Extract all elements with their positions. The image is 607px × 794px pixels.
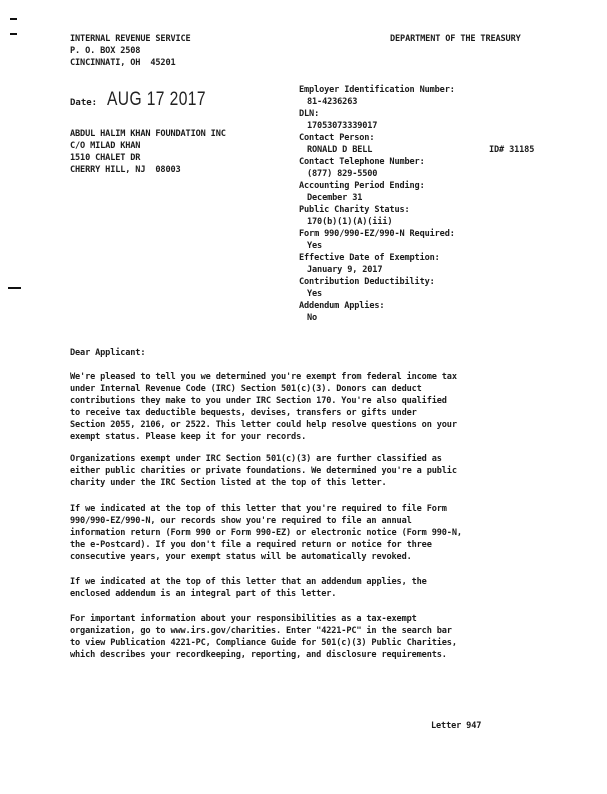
public-charity-label: Public Charity Status: [299, 205, 410, 215]
addendum-label: Addendum Applies: [299, 301, 385, 311]
phone-label: Contact Telephone Number: [299, 157, 425, 167]
phone-value: (877) 829-5500 [307, 169, 378, 179]
agency-city: CINCINNATI, OH 45201 [70, 58, 176, 68]
addressee-care-of: C/O MILAD KHAN [70, 141, 141, 151]
dln-value: 17053073339017 [307, 121, 378, 131]
addendum-value: No [307, 313, 318, 323]
contact-person-value: RONALD D BELL [307, 145, 373, 155]
letter-number: Letter 947 [431, 721, 482, 731]
paragraph-line: We're pleased to tell you we determined you're exempt from federal income tax [70, 372, 457, 382]
paragraph-line: under Internal Revenue Code (IRC) Section 501(c)(3). Donors can deduct [70, 384, 422, 394]
paragraph-line: contributions they make to you under IRC Section 170. You're also qualified [70, 396, 447, 406]
addressee-street: 1510 CHALET DR [70, 153, 141, 163]
date-label: Date: [70, 98, 98, 108]
date-stamp: AUG 17 2017 [107, 89, 207, 110]
effective-date-label: Effective Date of Exemption: [299, 253, 440, 263]
paragraph-line: which describes your recordkeeping, reporting, and disclosure requirements. [70, 650, 447, 660]
paragraph-line: Organizations exempt under IRC Section 501(c)(3) are further classified as [70, 454, 442, 464]
paragraph-line: Section 2055, 2106, or 2522. This letter could help resolve questions on your [70, 420, 457, 430]
exemption-info-block [299, 84, 599, 324]
contact-id: ID# 31185 [489, 145, 535, 155]
accounting-period-label: Accounting Period Ending: [299, 181, 425, 191]
agency-name: INTERNAL REVENUE SERVICE [70, 34, 191, 44]
paragraph-line: If we indicated at the top of this letter that an addendum applies, the [70, 577, 427, 587]
addressee-city: CHERRY HILL, NJ 08003 [70, 165, 181, 175]
ein-value: 81-4236263 [307, 97, 358, 107]
paragraph-line: to receive tax deductible bequests, devises, transfers or gifts under [70, 408, 417, 418]
contribution-deductibility-value: Yes [307, 289, 323, 299]
agency-po-box: P. O. BOX 2508 [70, 46, 141, 56]
contact-person-row [299, 144, 599, 156]
ein-label: Employer Identification Number: [299, 85, 455, 95]
paragraph-line: the e-Postcard). If you don't file a required return or notice for three [70, 540, 432, 550]
addressee-block [70, 128, 226, 176]
paragraph-line: to view Publication 4221-PC, Compliance Guide for 501(c)(3) Public Charities, [70, 638, 457, 648]
agency-address-block [70, 33, 191, 69]
scan-mark-top-2 [10, 33, 17, 35]
scan-mark-middle [8, 287, 21, 289]
paragraph-exemption [70, 371, 570, 443]
paragraph-addendum [70, 576, 570, 600]
paragraph-line: charity under the IRC Section listed at the top of this letter. [70, 478, 387, 488]
paragraph-line: consecutive years, your exempt status will be automatically revoked. [70, 552, 412, 562]
department-heading: DEPARTMENT OF THE TREASURY [390, 34, 521, 44]
scan-mark-top-1 [10, 18, 17, 20]
paragraph-filing-requirements [70, 503, 570, 563]
effective-date-value: January 9, 2017 [307, 265, 383, 275]
paragraph-line: exempt status. Please keep it for your records. [70, 432, 307, 442]
paragraph-line: information return (Form 990 or Form 990-EZ) or electronic notice (Form 990-N, [70, 528, 462, 538]
contact-person-label: Contact Person: [299, 133, 375, 143]
paragraph-line: enclosed addendum is an integral part of this letter. [70, 589, 337, 599]
salutation: Dear Applicant: [70, 348, 146, 358]
addressee-organization: ABDUL HALIM KHAN FOUNDATION INC [70, 129, 226, 139]
paragraph-line: either public charities or private foundations. We determined you're a public [70, 466, 457, 476]
contribution-deductibility-label: Contribution Deductibility: [299, 277, 435, 287]
paragraph-line: If we indicated at the top of this letter that you're required to file Form [70, 504, 447, 514]
form-required-value: Yes [307, 241, 323, 251]
public-charity-value: 170(b)(1)(A)(iii) [307, 217, 393, 227]
form-required-label: Form 990/990-EZ/990-N Required: [299, 229, 455, 239]
paragraph-line: 990/990-EZ/990-N, our records show you're required to file an annual [70, 516, 412, 526]
paragraph-responsibilities [70, 613, 570, 661]
paragraph-line: organization, go to www.irs.gov/charities. Enter "4221-PC" in the search bar [70, 626, 452, 636]
paragraph-classification [70, 453, 570, 489]
dln-label: DLN: [299, 109, 320, 119]
accounting-period-value: December 31 [307, 193, 363, 203]
date-line [70, 89, 228, 111]
paragraph-line: For important information about your responsibilities as a tax-exempt [70, 614, 417, 624]
